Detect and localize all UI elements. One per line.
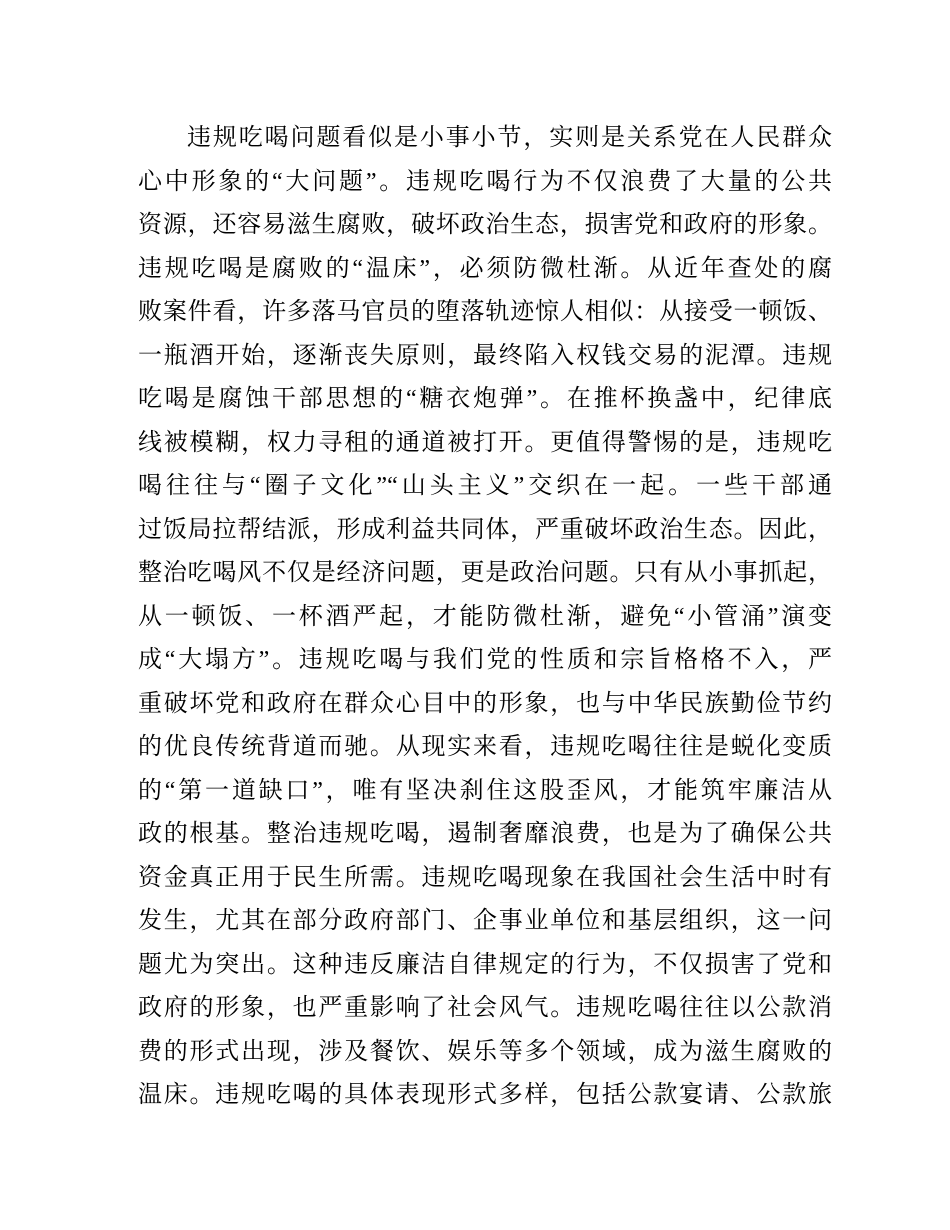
text-line: 题尤为突出。这种违反廉洁自律规定的行为，不仅损害了党和 xyxy=(138,951,832,978)
text-line: 喝往往与“圈子文化”“山头主义”交织在一起。一些干部通 xyxy=(138,473,832,499)
text-line: 的“第一道缺口”，唯有坚决刹住这股歪风，才能筑牢廉洁从 xyxy=(138,777,832,804)
text-line: 线被模糊，权力寻租的通道被打开。更值得警惕的是，违规吃 xyxy=(138,429,832,456)
text-line: 败案件看，许多落马官员的堕落轨迹惊人相似：从接受一顿饭、 xyxy=(138,299,832,325)
text-line: 政府的形象，也严重影响了社会风气。违规吃喝往往以公款消 xyxy=(138,995,832,1021)
text-line: 发生，尤其在部分政府部门、企事业单位和基层组织，这一问 xyxy=(138,908,832,934)
text-line: 心中形象的“大问题”。违规吃喝行为不仅浪费了大量的公共 xyxy=(138,168,832,195)
paragraph xyxy=(138,117,832,1118)
text-line: 违规吃喝是腐败的“温床”，必须防微杜渐。从近年查处的腐 xyxy=(138,255,832,282)
text-line: 成“大塌方”。违规吃喝与我们党的性质和宗旨格格不入，严 xyxy=(138,647,832,673)
text-line: 的优良传统背道而驰。从现实来看，违规吃喝往往是蜕化变质 xyxy=(138,734,832,760)
text-line: 资金真正用于民生所需。违规吃喝现象在我国社会生活中时有 xyxy=(138,864,832,891)
text-line: 温床。违规吃喝的具体表现形式多样，包括公款宴请、公款旅 xyxy=(138,1082,832,1108)
text-line: 重破坏党和政府在群众心目中的形象，也与中华民族勤俭节约 xyxy=(138,690,832,717)
text-line: 费的形式出现，涉及餐饮、娱乐等多个领域，成为滋生腐败的 xyxy=(138,1038,832,1065)
text-line: 整治吃喝风不仅是经济问题，更是政治问题。只有从小事抓起， xyxy=(138,560,832,586)
text-line: 从一顿饭、一杯酒严起，才能防微杜渐，避免“小管涌”演变 xyxy=(138,603,832,630)
text-line: 政的根基。整治违规吃喝，遏制奢靡浪费，也是为了确保公共 xyxy=(138,821,832,847)
text-line: 资源，还容易滋生腐败，破坏政治生态，损害党和政府的形象。 xyxy=(138,212,832,238)
text-line: 一瓶酒开始，逐渐丧失原则，最终陷入权钱交易的泥潭。违规 xyxy=(138,342,832,369)
text-line: 过饭局拉帮结派，形成利益共同体，严重破坏政治生态。因此， xyxy=(138,516,832,543)
text-line: 违规吃喝问题看似是小事小节，实则是关系党在人民群众 xyxy=(187,125,832,151)
text-line: 吃喝是腐蚀干部思想的“糖衣炮弹”。在推杯换盏中，纪律底 xyxy=(138,386,832,412)
